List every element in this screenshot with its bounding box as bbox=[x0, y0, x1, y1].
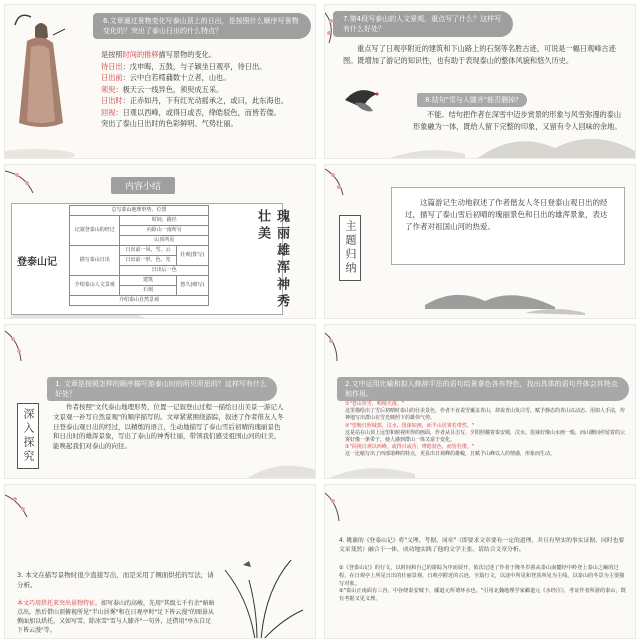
summary-cell: 建筑 bbox=[120, 276, 176, 286]
branch-decoration bbox=[325, 485, 636, 639]
answer2-text: 不能。结句把作者在深雪中迈步赏景的形象与风雪弥漫的泰山形象融为一体，既给人留下完整的印象，又留有令人回味的余地。 bbox=[413, 110, 622, 131]
summary-cell: 山顶所见 bbox=[120, 236, 209, 246]
quote-1: ①"苍山负雪，明烛天南。" bbox=[345, 401, 405, 407]
summary-cell: 记叙登泰山的经过 bbox=[70, 216, 120, 246]
question-text: 3. 本文在描写景物时很少直接写出，而是采用了侧面烘托的写法，请分析。 bbox=[17, 571, 214, 589]
summary-cell: 介绍泰山自然景观 bbox=[70, 296, 209, 306]
slide-3[interactable] bbox=[4, 164, 316, 319]
answer-item-2: ②"泰山正南面有三谷，中谷绕泰安城下，郦道元所谓环水也。"引用北魏地理学家郦道元《水经注》，考证作者所游的泰山，既有考据又见义理。 bbox=[339, 588, 626, 603]
summary-cell: 介绍泰山人文景观 bbox=[70, 276, 120, 296]
comment-3: 这一比喻写出了西部诸峰的特点，更显出日观峰的雄峻，且赋予山峰以人的情感，形象而生动。 bbox=[345, 451, 556, 458]
summary-cell: 日出前一风、雪、云 bbox=[120, 246, 176, 256]
branch-decoration bbox=[5, 325, 316, 479]
answer-block bbox=[345, 401, 625, 459]
question-text: 6.文章通过景物变化写泰山顶上的日出，是按照什么顺序写景物变化的？突出了泰山日出的什么特点？ bbox=[103, 17, 299, 35]
question2-text: 8.结句"雪与人膝齐"能否删掉? bbox=[425, 96, 519, 104]
answer-text: 如写泰山的高峻，先用"其级七千有余"暗暗点出，然后借山顶俯视所见"半山居雾"和在日观亭时"足下皆云漫"的图景从侧面加以烘托。又如写雪，除冰雪"雪与人膝齐"一句外，还借用"亭东自足下皆云漫"等。 bbox=[17, 600, 215, 634]
slide-4[interactable] bbox=[324, 164, 636, 319]
slide-8[interactable] bbox=[324, 484, 636, 639]
question-bar bbox=[93, 13, 311, 39]
summary-verdict: 瑰丽雄浑神秀壮美 bbox=[255, 209, 289, 311]
answer-line-1: 是按照时间的推移描写景物的变化。 bbox=[101, 50, 217, 59]
answer-line-6: 回视：日观以西峰，或得日或否，绛皓驳色，而皆若偻。 bbox=[101, 107, 281, 117]
answer-text: 作者按照"文代泰山地理形势，位置一记叙登山过程一描绘日出美景一游记人文景观一补写自然景观"的顺序描写的。文章紧紧围绕游踪，叙述了作者偕友人冬日登泰山观日出的经过，以精炼的语言，生动地描写了泰山雪后初晴的瑰丽景色和日出时的雄浑景象，写出了泰山的神秀壮丽，带领我们感受祖国山河的壮美，能唤起我们对泰山的向往。 bbox=[53, 403, 284, 451]
summary-cell: 日出前一形、色、光 bbox=[120, 256, 176, 266]
question-text: 1. 文章是按照怎样的顺序描写游泰山时的所见所思的？这样写有什么好处？ bbox=[55, 380, 267, 398]
slide-5[interactable] bbox=[4, 324, 316, 479]
answer-line-3: 日出前：云中白若樗蒱数十立者，山也。 bbox=[101, 73, 231, 82]
summary-cell: 总写泰山地理形势、位置 bbox=[70, 206, 209, 216]
summary-title: 内容小结 bbox=[111, 177, 175, 194]
summary-cell: 描写泰山日出 bbox=[70, 246, 120, 276]
summary-cell: 时间、路径 bbox=[120, 216, 209, 226]
quote-3: ③"回视日观以西峰，或得日或否，绛皓驳色，而皆若偻。" bbox=[345, 444, 475, 451]
answer-item-1: ①《登泰山记》的行文，以时间和自己的游踪为序而展开，依次记述了作者于隆冬岁暮从泰山南麓经中岭登上泰山之巅的过程，在日观亭上所见日出的壮丽景观，日观亭附近的古迹，全篇行文，以途中所见和登顶所见为主线，以泰山的冬景为主要描写对象。 bbox=[339, 565, 625, 587]
answer-block bbox=[101, 49, 311, 130]
comment-1: 这里描绘出了雪后初晴时泰山的壮美景色，作者不直说雪覆盖青山，却说青山负白雪，赋予静态的青山以动态，用拟人手法，传神地写出群山在雪光映照下的雄伟气势。 bbox=[345, 408, 626, 422]
summary-cell: 向险山一南所另 bbox=[120, 226, 209, 236]
summary-root-label: 登泰山记 bbox=[17, 257, 57, 268]
answer-line-2: 待日出：戊申晦，五鼓，与子颖坐日观亭，待日出。 bbox=[101, 61, 267, 71]
answer-highlight: 本文巧用烘托来突出景物特征。 bbox=[17, 600, 102, 607]
answer-line-7: 突出了泰山日出时的色彩鲜明、气势壮丽。 bbox=[101, 119, 238, 128]
summary-cell: 悠久(细写) bbox=[176, 276, 208, 296]
slide-1[interactable] bbox=[4, 4, 316, 159]
question2-bar bbox=[417, 93, 527, 107]
summary-cell: 壮观(排写) bbox=[176, 246, 208, 266]
theme-tag: 主题归纳 bbox=[339, 215, 361, 281]
question-bar bbox=[337, 377, 629, 401]
quote-2: ②"望晚日照城郭，汶水、徂徕如画，而半山居雾若带然。" bbox=[345, 422, 475, 429]
crane-icon bbox=[345, 90, 379, 111]
summary-cell: 石刻 bbox=[120, 286, 176, 296]
summary-cell: 日出后一色 bbox=[120, 266, 209, 276]
answer-block bbox=[17, 599, 217, 635]
theme-text: 这篇游记生动地叙述了作者偕友人冬日登泰山观日出的经过，描写了泰山雪后初晴的瑰丽景色和日出的雄浑景象，表达了作者对祖国山河的热爱。 bbox=[405, 198, 608, 231]
orchid-icon bbox=[225, 560, 303, 639]
answer-text: 重点写了日观亭附近的建筑和下山路上的石刻等名胜古迹，可说是一幅日观峰古迹图。既增加了游记的知识性，也有助于表现泰山的整体风貌和悠久历史。 bbox=[343, 44, 616, 65]
comment-2: 这是站在山顶上远望和俯视所得的画面，作者从目击写，夕阳照耀着泰安城，汶水、徂徕好像山水画一般，而山腰间停留着的云雾好像一条带子，使人感到群山一体又富于变化。 bbox=[345, 429, 626, 444]
question-text: 7.第4段写泰山的人文景观，重点写了什么？这样写有什么好处？ bbox=[343, 15, 502, 33]
question-text: 4. 姚鼐的《登泰山记》将"义理、考据、词章"（即要求文章要有一定的道理，并且有坚实的事实证据，同时也要文采斐然）融合于一体，成功地实践了他的文学主张。请结合文章分析。 bbox=[339, 538, 625, 553]
slide-2[interactable] bbox=[324, 4, 636, 159]
slide-6[interactable] bbox=[324, 324, 636, 479]
question-bar bbox=[333, 11, 513, 37]
question-text: 2.文中运用比喻和拟人修辞手法的语句给景拿色各有特色，找出具体的语句并体会其特点和作用。 bbox=[345, 380, 618, 398]
answer-block bbox=[339, 565, 627, 604]
explore-tag: 深入探究 bbox=[17, 403, 39, 469]
answer-line-5: 日出时：正赤如丹，下有红光动摇承之，或曰，此东海也。 bbox=[101, 96, 288, 105]
answer-line-4: 须臾：极天云一线异色，须臾成五采。 bbox=[101, 84, 224, 94]
summary-table bbox=[69, 205, 209, 306]
question-bar bbox=[47, 377, 277, 401]
slide-7[interactable] bbox=[4, 484, 316, 639]
